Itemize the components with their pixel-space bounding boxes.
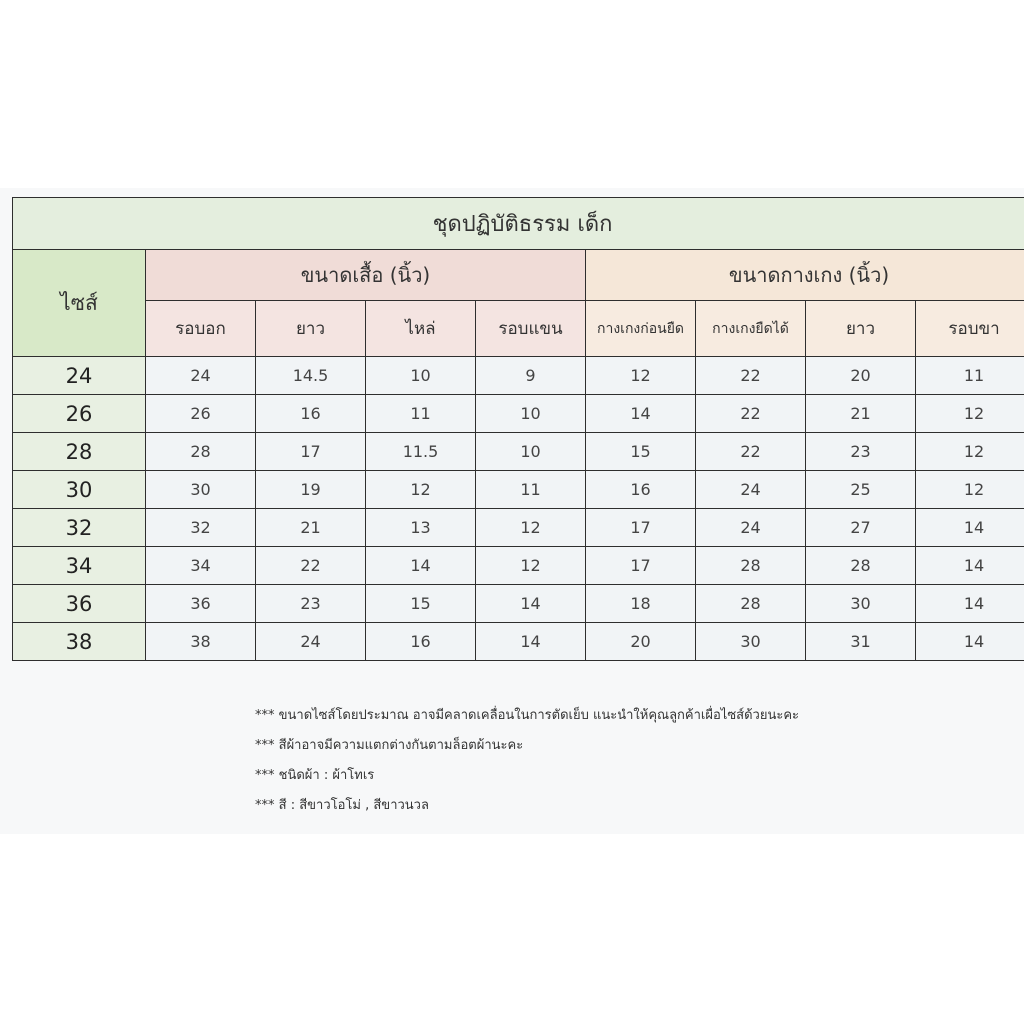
table-cell: 31: [806, 623, 916, 661]
table-cell: 30: [696, 623, 806, 661]
table-cell: 16: [586, 471, 696, 509]
table-cell: 14: [586, 395, 696, 433]
table-cell: 30: [146, 471, 256, 509]
column-header-waist-unstretched: กางเกงก่อนยืด: [586, 301, 696, 357]
table-row: [13, 433, 1024, 471]
column-header-shirt-length: ยาว: [256, 301, 366, 357]
size-cell: 26: [13, 395, 146, 433]
table-cell: 14: [916, 623, 1024, 661]
table-cell: 20: [586, 623, 696, 661]
table-cell: 32: [146, 509, 256, 547]
table-cell: 11.5: [366, 433, 476, 471]
size-cell: 34: [13, 547, 146, 585]
table-row: [13, 623, 1024, 661]
table-cell: 24: [696, 471, 806, 509]
table-cell: 12: [916, 433, 1024, 471]
table-cell: 17: [586, 547, 696, 585]
table-cell: 10: [476, 395, 586, 433]
table-cell: 11: [916, 357, 1024, 395]
size-chart-table: [12, 197, 1024, 661]
table-cell: 12: [366, 471, 476, 509]
note-size-approximate: *** ขนาดไซส์โดยประมาณ อาจมีคลาดเคลื่อนในการตัดเย็บ แนะนำให้คุณลูกค้าเผื่อไซส์ด้วยนะคะ: [255, 708, 799, 723]
note-fabric-color-variation: *** สีผ้าอาจมีความแตกต่างกันตามล็อตผ้านะคะ: [255, 738, 524, 753]
table-cell: 27: [806, 509, 916, 547]
table-cell: 14.5: [256, 357, 366, 395]
size-cell: 30: [13, 471, 146, 509]
table-cell: 26: [146, 395, 256, 433]
table-cell: 14: [916, 547, 1024, 585]
table-title: ชุดปฏิบัติธรรม เด็ก: [13, 198, 1024, 250]
size-cell: 38: [13, 623, 146, 661]
table-cell: 30: [806, 585, 916, 623]
table-cell: 14: [476, 623, 586, 661]
size-cell: 24: [13, 357, 146, 395]
table-cell: 28: [806, 547, 916, 585]
table-cell: 11: [476, 471, 586, 509]
column-header-shoulder: ไหล่: [366, 301, 476, 357]
table-cell: 34: [146, 547, 256, 585]
column-header-leg: รอบขา: [916, 301, 1024, 357]
table-cell: 17: [256, 433, 366, 471]
table-cell: 22: [696, 433, 806, 471]
table-row: [13, 547, 1024, 585]
table-cell: 15: [366, 585, 476, 623]
note-colors: *** สี : สีขาวโอโม่ , สีขาวนวล: [255, 798, 429, 813]
table-cell: 12: [476, 509, 586, 547]
size-column-header: ไซส์: [13, 250, 146, 357]
size-cell: 32: [13, 509, 146, 547]
table-cell: 22: [696, 357, 806, 395]
column-header-waist-stretched: กางเกงยืดได้: [696, 301, 806, 357]
table-cell: 28: [696, 585, 806, 623]
column-header-pants-length: ยาว: [806, 301, 916, 357]
table-cell: 21: [806, 395, 916, 433]
shirt-size-group-header: ขนาดเสื้อ (นิ้ว): [146, 250, 586, 301]
size-cell: 36: [13, 585, 146, 623]
table-cell: 11: [366, 395, 476, 433]
table-cell: 20: [806, 357, 916, 395]
table-cell: 23: [256, 585, 366, 623]
table-cell: 12: [476, 547, 586, 585]
table-cell: 13: [366, 509, 476, 547]
table-cell: 12: [916, 471, 1024, 509]
table-cell: 22: [696, 395, 806, 433]
table-cell: 18: [586, 585, 696, 623]
table-cell: 12: [586, 357, 696, 395]
table-cell: 17: [586, 509, 696, 547]
table-cell: 22: [256, 547, 366, 585]
table-row: [13, 395, 1024, 433]
table-cell: 24: [696, 509, 806, 547]
table-cell: 25: [806, 471, 916, 509]
table-cell: 23: [806, 433, 916, 471]
table-cell: 14: [916, 509, 1024, 547]
table-cell: 19: [256, 471, 366, 509]
table-cell: 14: [916, 585, 1024, 623]
table-cell: 16: [256, 395, 366, 433]
table-cell: 12: [916, 395, 1024, 433]
note-fabric-type: *** ชนิดผ้า : ผ้าโทเร: [255, 768, 375, 783]
table-row: [13, 509, 1024, 547]
table-cell: 10: [476, 433, 586, 471]
column-header-chest: รอบอก: [146, 301, 256, 357]
table-cell: 24: [146, 357, 256, 395]
table-row: [13, 471, 1024, 509]
notes-block: [255, 701, 799, 821]
table-cell: 28: [696, 547, 806, 585]
size-cell: 28: [13, 433, 146, 471]
table-row: [13, 357, 1024, 395]
table-cell: 14: [366, 547, 476, 585]
table-cell: 9: [476, 357, 586, 395]
table-cell: 28: [146, 433, 256, 471]
pants-size-group-header: ขนาดกางเกง (นิ้ว): [586, 250, 1024, 301]
column-header-sleeve: รอบแขน: [476, 301, 586, 357]
table-cell: 15: [586, 433, 696, 471]
table-cell: 36: [146, 585, 256, 623]
table-row: [13, 585, 1024, 623]
table-cell: 21: [256, 509, 366, 547]
table-cell: 16: [366, 623, 476, 661]
table-cell: 14: [476, 585, 586, 623]
table-cell: 24: [256, 623, 366, 661]
table-cell: 10: [366, 357, 476, 395]
table-cell: 38: [146, 623, 256, 661]
